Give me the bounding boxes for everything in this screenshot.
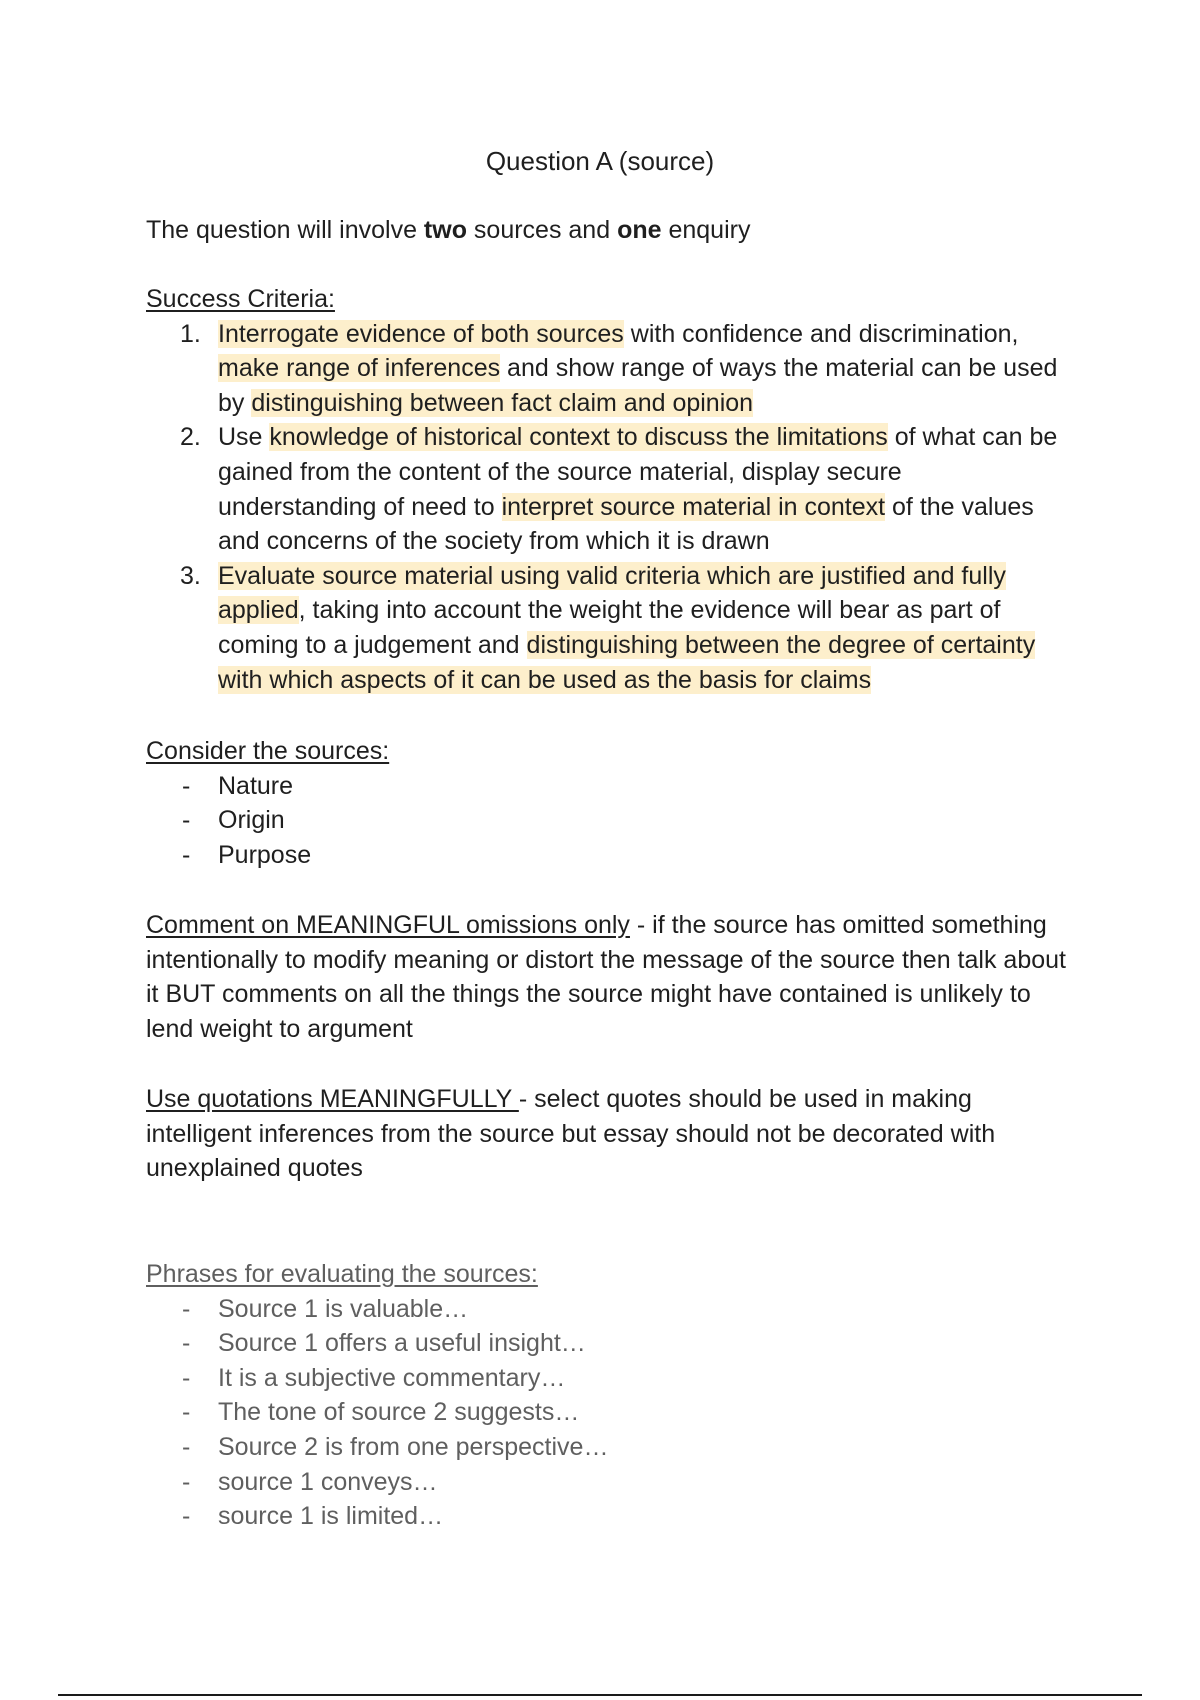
list-item — [146, 1292, 1066, 1327]
highlight: distinguishing between fact claim and opinion — [251, 388, 754, 417]
criteria-number: 2. — [180, 423, 201, 452]
criteria-number: 1. — [180, 319, 201, 348]
criteria-item-2 — [146, 420, 1066, 558]
highlight: Evaluate source material using valid criteria which are justified and fully applied — [218, 561, 1006, 625]
criteria-item-1 — [146, 317, 1066, 421]
criteria-text: of what can be gained from the content of the source material, display secure understanding of need to — [218, 423, 1058, 521]
highlight: Interrogate evidence of both sources — [218, 319, 624, 348]
consider-sources-section — [146, 734, 1066, 872]
consider-sources-list — [146, 769, 1066, 873]
list-item-text: Nature — [218, 771, 294, 800]
success-criteria-heading: Success Criteria: — [146, 285, 335, 313]
criteria-item-3 — [146, 559, 1066, 697]
intro-text-1: The question will involve — [146, 216, 424, 244]
list-item-text: The tone of source 2 suggests… — [218, 1398, 580, 1427]
criteria-number: 3. — [180, 561, 201, 590]
list-item — [146, 1465, 1066, 1500]
list-item — [146, 1499, 1066, 1534]
criteria-text: of the values and concerns of the society from which it is drawn — [218, 492, 1034, 556]
list-item — [146, 803, 1066, 838]
list-item-text: Source 2 is from one perspective… — [218, 1432, 609, 1461]
list-item-text: source 1 conveys… — [218, 1467, 438, 1496]
consider-sources-heading: Consider the sources: — [146, 737, 390, 765]
intro-text-3: enquiry — [661, 216, 751, 244]
footer-divider — [58, 1694, 1142, 1696]
list-item — [146, 1430, 1066, 1465]
highlight: knowledge of historical context to discuss the limitations — [269, 423, 888, 452]
list-item — [146, 1395, 1066, 1430]
dash-bullet: - — [182, 1502, 191, 1531]
phrases-section — [146, 1257, 1066, 1534]
criteria-text: Use — [218, 423, 270, 452]
list-item-text: Purpose — [218, 840, 312, 869]
list-item — [146, 769, 1066, 804]
dash-bullet: - — [182, 1467, 191, 1496]
success-criteria-list — [146, 317, 1066, 698]
quotations-paragraph — [146, 1082, 1066, 1186]
intro-paragraph — [146, 213, 1066, 248]
list-item-text: Origin — [218, 806, 285, 835]
criteria-text: , taking into account the weight the evidence will bear as part of coming to a judgement and — [218, 596, 1001, 659]
page-title: Question A (source) — [485, 146, 715, 176]
intro-bold-one: one — [617, 216, 662, 244]
phrases-list — [146, 1292, 1066, 1534]
dash-bullet: - — [182, 771, 191, 800]
list-item — [146, 838, 1066, 873]
intro-bold-two: two — [423, 216, 467, 244]
dash-bullet: - — [182, 1398, 191, 1427]
list-item — [146, 1326, 1066, 1361]
omissions-text: - if the source has omitted something intentionally to modify meaning or distort the message of the source then talk about it BUT comments on all the things the source might have contained is unlikely to lend weight to argument — [146, 911, 1066, 1043]
phrases-heading: Phrases for evaluating the sources: — [146, 1260, 538, 1288]
dash-bullet: - — [182, 840, 191, 869]
dash-bullet: - — [182, 1294, 191, 1323]
highlight: distinguishing between the degree of certainty with which aspects of it can be used as the basis for claims — [218, 630, 1036, 694]
criteria-text: with confidence and discrimination, — [623, 319, 1019, 348]
quotations-text: - select quotes should be used in making intelligent inferences from the source but essay should not be decorated with unexplained quotes — [146, 1085, 996, 1183]
list-item-text: source 1 is limited… — [218, 1502, 444, 1531]
omissions-paragraph — [146, 908, 1066, 1046]
list-item-text: Source 1 offers a useful insight… — [218, 1329, 586, 1358]
dash-bullet: - — [182, 1329, 191, 1358]
list-item-text: Source 1 is valuable… — [218, 1294, 469, 1323]
omissions-lead: Comment on MEANINGFUL omissions only — [146, 911, 630, 939]
highlight: make range of inferences — [218, 354, 501, 383]
highlight: interpret source material in context — [501, 492, 886, 521]
list-item-text: It is a subjective commentary… — [218, 1363, 566, 1392]
dash-bullet: - — [182, 1432, 191, 1461]
success-criteria-section — [146, 282, 1066, 697]
quotations-lead: Use quotations MEANINGFULLY — [146, 1085, 519, 1113]
dash-bullet: - — [182, 1363, 191, 1392]
list-item — [146, 1361, 1066, 1396]
dash-bullet: - — [182, 806, 191, 835]
intro-text-2: sources and — [466, 216, 618, 244]
criteria-text: and show range of ways the material can be used by — [218, 354, 1058, 417]
